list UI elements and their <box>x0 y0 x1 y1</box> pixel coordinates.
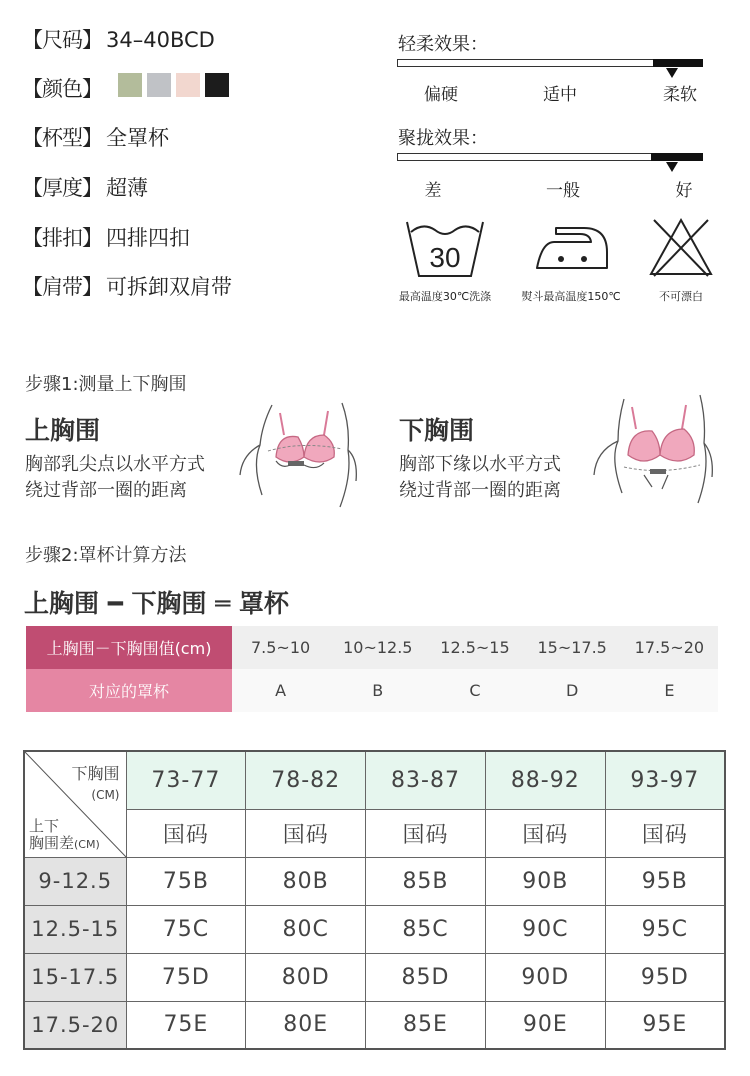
size-cell: 80E <box>246 1001 366 1049</box>
softness-label-medium: 适中 <box>543 85 577 105</box>
size-cell: 90B <box>485 857 605 905</box>
size-cell: 85B <box>366 857 486 905</box>
size-chart-table <box>23 750 726 1050</box>
step1-title: 步骤1:测量上下胸围 <box>25 374 187 395</box>
size-row <box>24 1001 725 1049</box>
size-cell: 75B <box>126 857 246 905</box>
size-row <box>24 953 725 1001</box>
size-cell: 80B <box>246 857 366 905</box>
size-cell: 90E <box>485 1001 605 1049</box>
cup-letter-cell: B <box>329 669 426 712</box>
wash-30-icon <box>405 208 485 280</box>
pushup-marker-icon <box>666 162 678 172</box>
cup-range-cell: 7.5~10 <box>232 626 329 669</box>
under-bust-range: 88-92 <box>485 751 605 809</box>
color-swatches <box>118 73 229 97</box>
pushup-fill <box>651 153 703 161</box>
cup-letter-cell: E <box>621 669 718 712</box>
attr-thickness <box>22 172 148 202</box>
wash-temp: 30 <box>429 242 461 273</box>
size-cell: 75E <box>126 1001 246 1049</box>
size-cell: 95D <box>605 953 725 1001</box>
size-cell: 85D <box>366 953 486 1001</box>
cup-formula: 上胸围 ━ 下胸围 ═ 罩杯 <box>24 589 289 618</box>
cup-letter-cell: A <box>232 669 329 712</box>
pushup-track <box>397 153 703 161</box>
size-cell: 95E <box>605 1001 725 1049</box>
color-swatch-gray[interactable] <box>147 73 171 97</box>
lower-bust-illustration-icon <box>588 385 718 510</box>
wash-caption: 最高温度30℃洗涤 <box>398 290 492 303</box>
size-cell: 90C <box>485 905 605 953</box>
attr-size-label: 【尺码】 <box>22 28 102 52</box>
under-bust-range: 78-82 <box>246 751 366 809</box>
national-size-label: 国码 <box>605 809 725 857</box>
size-row <box>24 905 725 953</box>
bust-diff-label: 17.5-20 <box>24 1001 126 1049</box>
national-size-label: 国码 <box>246 809 366 857</box>
bust-diff-label: 12.5-15 <box>24 905 126 953</box>
size-cell: 85E <box>366 1001 486 1049</box>
size-header-row <box>24 751 725 809</box>
attr-color-label: 【颜色】 <box>22 77 102 101</box>
attr-hooks <box>22 222 190 252</box>
attr-cup-type-value: 全罩杯 <box>106 126 169 150</box>
size-cell: 75D <box>126 953 246 1001</box>
attr-cup-type <box>22 122 169 152</box>
under-bust-range: 73-77 <box>126 751 246 809</box>
attr-size <box>22 24 215 54</box>
pushup-label-average: 一般 <box>546 181 580 201</box>
under-bust-range: 93-97 <box>605 751 725 809</box>
upper-bust-title: 上胸围 <box>25 416 101 445</box>
upper-bust-desc-1: 胸部乳尖点以水平方式 <box>25 454 205 475</box>
step2-title: 步骤2:罩杯计算方法 <box>25 545 187 566</box>
attr-cup-type-label: 【杯型】 <box>22 126 102 150</box>
no-bleach-caption: 不可漂白 <box>659 290 703 303</box>
color-swatch-green[interactable] <box>118 73 142 97</box>
attr-straps-value: 可拆卸双肩带 <box>106 275 232 299</box>
softness-label-hard: 偏硬 <box>424 85 458 105</box>
corner-under-bust <box>71 764 119 805</box>
size-table-corner <box>24 751 126 857</box>
attr-color <box>22 73 102 103</box>
upper-bust-desc-2: 绕过背部一圈的距离 <box>25 480 187 501</box>
size-cell: 95C <box>605 905 725 953</box>
pushup-label-good: 好 <box>675 181 693 201</box>
cup-range-cell: 12.5~15 <box>426 626 523 669</box>
lower-bust-desc-2: 绕过背部一圈的距离 <box>399 480 561 501</box>
corner-bust-diff-unit: (CM) <box>74 837 100 851</box>
pushup-title: 聚拢效果： <box>398 128 488 149</box>
iron-caption: 熨斗最高温度150℃ <box>521 290 621 303</box>
lower-bust-title: 下胸围 <box>399 416 475 445</box>
softness-title: 轻柔效果： <box>398 34 488 55</box>
cup-range-header: 上胸围－下胸围值(cm) <box>26 626 232 669</box>
cup-range-cell: 17.5~20 <box>621 626 718 669</box>
corner-bust-diff-line2: 胸围差 <box>29 833 75 852</box>
cup-calc-table <box>26 626 718 712</box>
corner-bust-diff-line1: 上下 <box>29 816 60 835</box>
cup-letter-header: 对应的罩杯 <box>26 669 232 712</box>
size-cell: 75C <box>126 905 246 953</box>
corner-under-bust-unit: (CM) <box>91 788 120 802</box>
attr-size-value: 34–40BCD <box>106 28 215 52</box>
attr-thickness-value: 超薄 <box>106 176 148 200</box>
cup-range-row <box>26 626 718 669</box>
softness-track <box>397 59 703 67</box>
size-cell: 90D <box>485 953 605 1001</box>
pushup-label-poor: 差 <box>424 181 442 201</box>
lower-bust-desc-1: 胸部下缘以水平方式 <box>399 454 561 475</box>
attr-hooks-label: 【排扣】 <box>22 226 102 250</box>
cup-range-cell: 15~17.5 <box>524 626 621 669</box>
color-swatch-black[interactable] <box>205 73 229 97</box>
size-cell: 95B <box>605 857 725 905</box>
softness-fill <box>653 59 703 67</box>
cup-letter-row <box>26 669 718 712</box>
bust-diff-label: 9-12.5 <box>24 857 126 905</box>
corner-under-bust-label: 下胸围 <box>71 764 120 783</box>
no-bleach-icon <box>648 216 714 278</box>
softness-marker-icon <box>666 68 678 78</box>
softness-label-soft: 柔软 <box>663 85 697 105</box>
attr-straps <box>22 271 232 301</box>
upper-bust-illustration-icon <box>232 395 362 515</box>
national-size-label: 国码 <box>366 809 486 857</box>
size-cell: 80C <box>246 905 366 953</box>
corner-bust-diff <box>29 818 100 853</box>
color-swatch-pink[interactable] <box>176 73 200 97</box>
bust-diff-label: 15-17.5 <box>24 953 126 1001</box>
iron-icon <box>534 222 610 272</box>
size-row <box>24 857 725 905</box>
cup-letter-cell: C <box>426 669 523 712</box>
cup-range-cell: 10~12.5 <box>329 626 426 669</box>
size-cell: 85C <box>366 905 486 953</box>
national-size-label: 国码 <box>126 809 246 857</box>
attr-hooks-value: 四排四扣 <box>106 226 190 250</box>
attr-thickness-label: 【厚度】 <box>22 176 102 200</box>
national-size-label: 国码 <box>485 809 605 857</box>
attr-straps-label: 【肩带】 <box>22 275 102 299</box>
size-cell: 80D <box>246 953 366 1001</box>
cup-letter-cell: D <box>524 669 621 712</box>
national-size-row <box>24 809 725 857</box>
under-bust-range: 83-87 <box>366 751 486 809</box>
